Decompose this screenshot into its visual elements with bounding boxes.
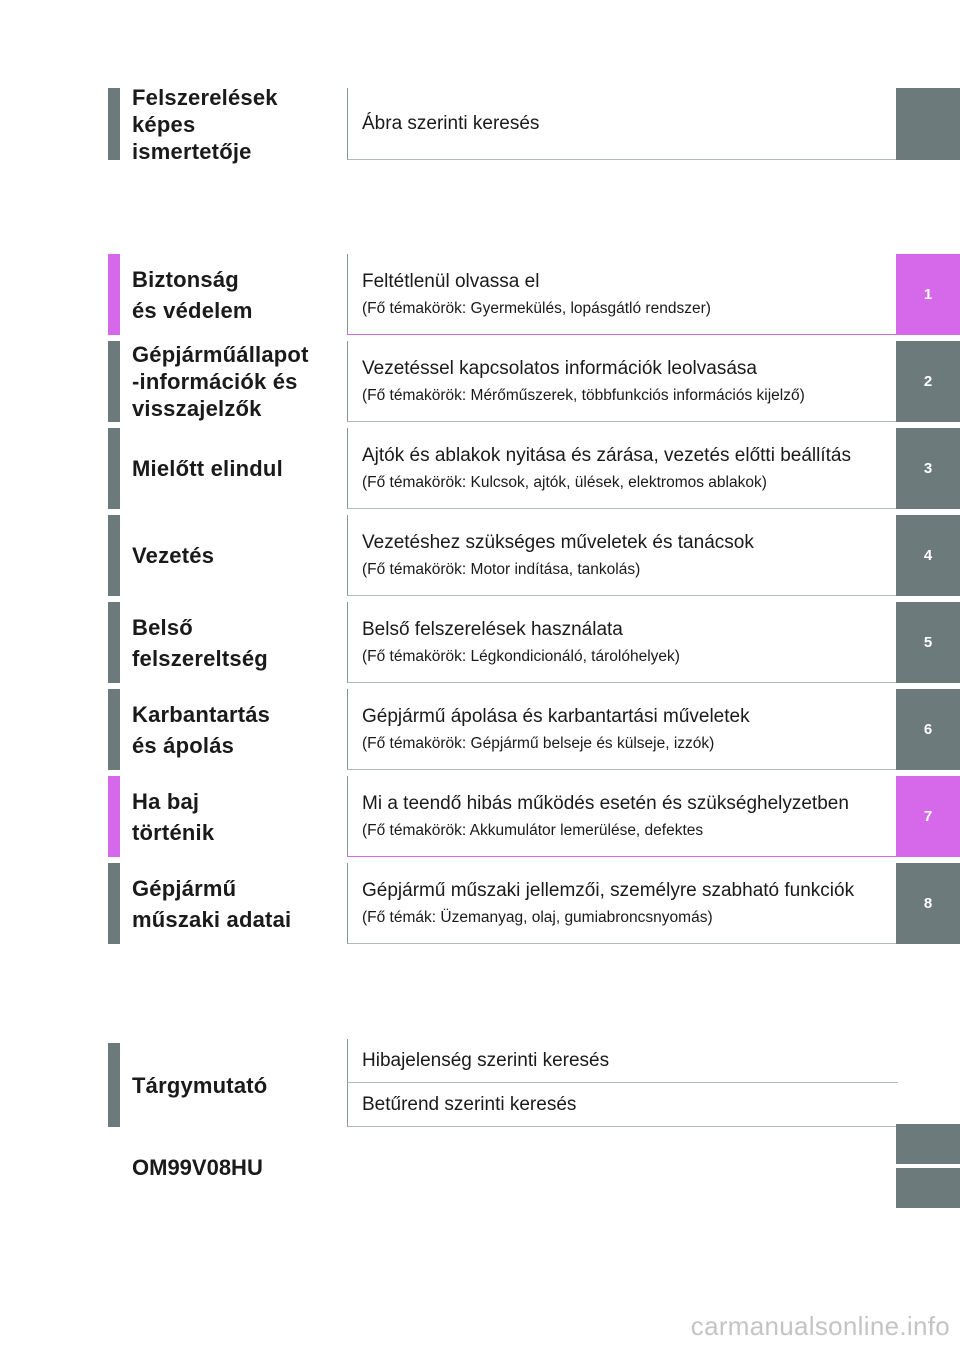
chapter-desc-box[interactable] bbox=[347, 254, 896, 335]
chapter-tab[interactable]: 1 bbox=[896, 254, 960, 335]
watermark: carmanualsonline.info bbox=[690, 1311, 950, 1341]
chapter-desc: Gépjármű műszaki jellemzői, személyre szabható funkciók bbox=[362, 879, 855, 901]
chapter-title-line: Gépjárműállapot bbox=[132, 342, 309, 367]
chapter-row bbox=[0, 602, 960, 683]
index-tab-upper[interactable] bbox=[896, 1124, 960, 1164]
index-title-text: Tárgymutató bbox=[132, 1072, 268, 1098]
index-item-label: Hibajelenség szerinti keresés bbox=[362, 1049, 610, 1071]
chapter-title-line: műszaki adatai bbox=[132, 906, 292, 932]
chapter-subtopics: (Fő témakörök: Akkumulátor lemerülése, defektes bbox=[362, 821, 704, 839]
chapter-title bbox=[132, 863, 337, 944]
chapter-desc-box[interactable] bbox=[347, 341, 896, 422]
chapter-bar bbox=[108, 254, 120, 335]
intro-title bbox=[132, 84, 337, 164]
chapter-title bbox=[132, 776, 337, 857]
chapter-tab[interactable]: 3 bbox=[896, 428, 960, 509]
chapter-row bbox=[0, 863, 960, 944]
intro-title-line: képes bbox=[132, 111, 196, 137]
chapter-title-line: Ha baj bbox=[132, 788, 200, 814]
chapter-desc-box[interactable] bbox=[347, 776, 896, 857]
chapter-title bbox=[132, 254, 337, 335]
chapter-title-line: történik bbox=[132, 819, 215, 845]
chapter-desc: Mi a teendő hibás működés esetén és szükséghelyzetben bbox=[362, 792, 849, 814]
chapter-title-line: -információk és bbox=[132, 369, 298, 394]
chapter-bar bbox=[108, 689, 120, 770]
index-item-label: Betűrend szerinti keresés bbox=[362, 1093, 577, 1115]
chapter-desc: Gépjármű ápolása és karbantartási műveletek bbox=[362, 705, 750, 727]
chapter-tab[interactable]: 5 bbox=[896, 602, 960, 683]
chapter-title bbox=[132, 341, 337, 422]
index-item-symptom[interactable] bbox=[347, 1039, 898, 1083]
chapter-bar bbox=[108, 341, 120, 422]
chapter-subtopics: (Fő témakörök: Gépjármű belseje és külseje, izzók) bbox=[362, 734, 715, 752]
chapter-desc: Belső felszerelések használata bbox=[362, 618, 623, 640]
chapter-row bbox=[0, 515, 960, 596]
chapter-subtopics: (Fő témakörök: Kulcsok, ajtók, ülések, elektromos ablakok) bbox=[362, 473, 767, 491]
index-tab-lower[interactable] bbox=[896, 1168, 960, 1208]
chapter-tab[interactable]: 6 bbox=[896, 689, 960, 770]
chapter-desc-box[interactable] bbox=[347, 689, 896, 770]
intro-title-line: ismertetője bbox=[132, 138, 252, 164]
chapter-bar bbox=[108, 863, 120, 944]
chapter-subtopics: (Fő témakörök: Mérőműszerek, többfunkciós információs kijelző) bbox=[362, 386, 805, 404]
chapter-bar bbox=[108, 428, 120, 509]
chapter-bar bbox=[108, 776, 120, 857]
chapter-desc-box[interactable] bbox=[347, 428, 896, 509]
intro-bar bbox=[108, 88, 120, 160]
chapter-title-line: Vezetés bbox=[132, 543, 215, 568]
intro-desc-box[interactable] bbox=[347, 88, 896, 160]
chapter-title bbox=[132, 428, 337, 509]
chapter-tab[interactable]: 4 bbox=[896, 515, 960, 596]
chapter-title-line: Biztonság bbox=[132, 266, 239, 292]
chapter-title-line: és ápolás bbox=[132, 732, 235, 758]
chapter-row bbox=[0, 776, 960, 857]
chapter-desc: Vezetéssel kapcsolatos információk leolvasása bbox=[362, 357, 757, 379]
chapter-title-line: Gépjármű bbox=[132, 875, 237, 901]
chapter-row bbox=[0, 689, 960, 770]
chapter-tab[interactable]: 8 bbox=[896, 863, 960, 944]
chapter-row bbox=[0, 254, 960, 335]
chapter-tab[interactable]: 7 bbox=[896, 776, 960, 857]
chapter-row bbox=[0, 341, 960, 422]
chapter-desc-box[interactable] bbox=[347, 602, 896, 683]
chapter-desc-box[interactable] bbox=[347, 863, 896, 944]
index-title bbox=[132, 1043, 337, 1127]
chapter-title bbox=[132, 689, 337, 770]
chapter-row bbox=[0, 428, 960, 509]
chapter-title-line: felszereltség bbox=[132, 645, 268, 671]
chapter-title bbox=[132, 515, 337, 596]
chapter-subtopics: (Fő témák: Üzemanyag, olaj, gumiabroncsnyomás) bbox=[362, 908, 713, 926]
chapter-title-line: Karbantartás bbox=[132, 701, 271, 727]
chapter-title-line: visszajelzők bbox=[132, 396, 262, 421]
intro-section bbox=[0, 84, 960, 164]
intro-title-line: Felszerelések bbox=[132, 84, 278, 110]
chapter-desc: Ajtók és ablakok nyitása és zárása, vezetés előtti beállítás bbox=[362, 444, 851, 466]
chapter-subtopics: (Fő témakörök: Gyermekülés, lopásgátló rendszer) bbox=[362, 299, 711, 317]
chapter-desc: Vezetéshez szükséges műveletek és tanácsok bbox=[362, 531, 754, 553]
intro-tab[interactable] bbox=[896, 88, 960, 160]
intro-desc: Ábra szerinti keresés bbox=[362, 113, 540, 134]
manual-code: OM99V08HU bbox=[132, 1155, 263, 1180]
chapter-bar bbox=[108, 602, 120, 683]
chapter-title-line: Mielőtt elindul bbox=[132, 456, 283, 481]
chapter-title-line: Belső bbox=[132, 614, 193, 640]
chapter-desc-box[interactable] bbox=[347, 515, 896, 596]
chapter-subtopics: (Fő témakörök: Légkondicionáló, tárolóhelyek) bbox=[362, 647, 680, 665]
chapter-bar bbox=[108, 515, 120, 596]
chapter-title-line: és védelem bbox=[132, 297, 253, 323]
chapter-subtopics: (Fő témakörök: Motor indítása, tankolás) bbox=[362, 560, 641, 578]
chapter-desc: Feltétlenül olvassa el bbox=[362, 270, 540, 292]
chapter-tab[interactable]: 2 bbox=[896, 341, 960, 422]
index-item-alphabetical[interactable] bbox=[347, 1083, 896, 1127]
chapter-title bbox=[132, 602, 337, 683]
index-bar bbox=[108, 1043, 120, 1127]
